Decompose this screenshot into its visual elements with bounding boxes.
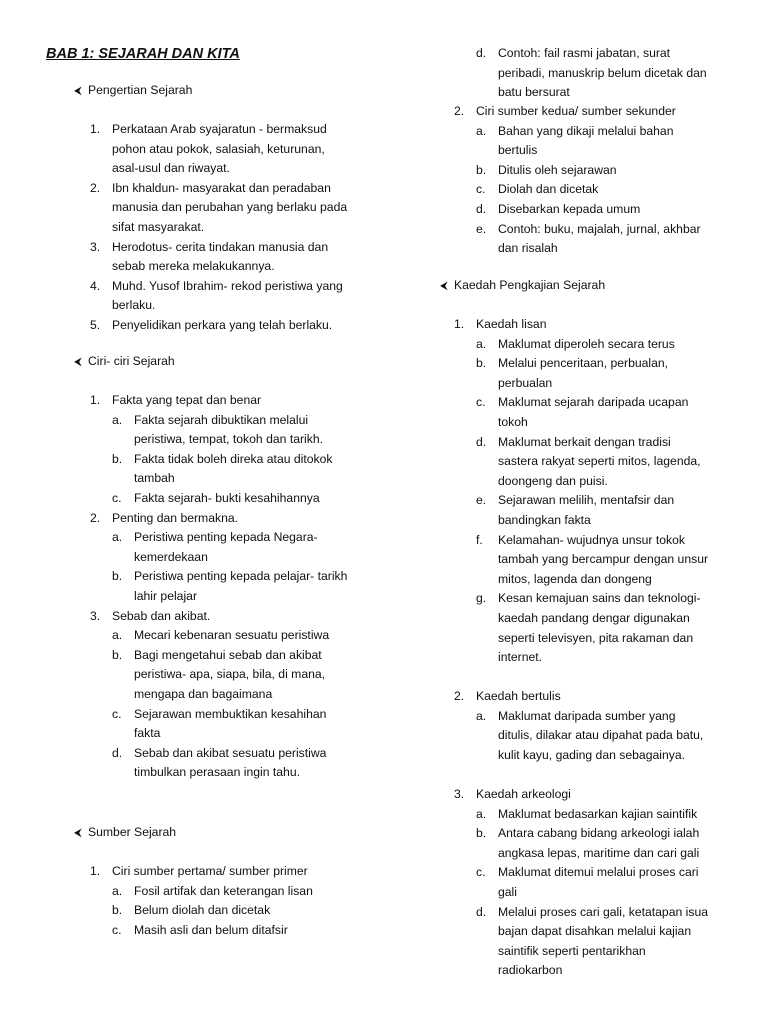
- list-item: [454, 785, 730, 981]
- sub-list-item: [112, 626, 390, 646]
- item-text-line: ditulis, dilakar atau dipahat pada batu,: [498, 728, 704, 743]
- list-number: g.: [476, 591, 487, 606]
- list-number: a.: [476, 336, 487, 351]
- item-text-line: mitos, lagenda dan dongeng: [498, 571, 652, 586]
- arrow-bullet-icon: ⮜: [74, 827, 82, 839]
- item-text-line: Maklumat bedasarkan kajian saintifik: [498, 806, 698, 821]
- list-number: 1.: [90, 393, 101, 407]
- list-number: 2.: [90, 180, 101, 195]
- list-number: 3.: [90, 239, 101, 254]
- item-text-line: Bagi mengetahui sebab dan akibat: [134, 647, 322, 662]
- list-item: [90, 862, 390, 940]
- list-number: 2.: [454, 689, 465, 704]
- item-text-line: Fakta sejarah dibuktikan melalui: [134, 412, 309, 427]
- sub-list-item: [112, 901, 390, 921]
- item-text-line: Sejarawan melilih, mentafsir dan: [498, 493, 675, 508]
- sub-list-item: [476, 44, 730, 103]
- list-number: a.: [476, 708, 487, 723]
- list-item: [454, 315, 730, 668]
- sub-list-item: [476, 354, 730, 393]
- list-number: a.: [476, 806, 487, 821]
- list-number: e.: [476, 493, 487, 508]
- list-number: d.: [112, 745, 123, 760]
- item-text-line: Maklumat ditemui melalui proses cari: [498, 865, 699, 880]
- item-text-line: Maklumat berkait dengan tradisi: [498, 434, 671, 449]
- item-text-line: Kaedah arkeologi: [476, 787, 571, 802]
- list-number: 2.: [454, 104, 465, 118]
- item-text-line: Melalui penceritaan, perbualan,: [498, 356, 669, 371]
- sub-list-item: [476, 903, 730, 981]
- arrow-bullet-icon: ⮜: [74, 356, 82, 368]
- list-gap: [454, 668, 730, 688]
- list-number: 1.: [454, 317, 465, 331]
- list-item: [454, 102, 730, 259]
- list-number: c.: [476, 182, 486, 197]
- section-list: [90, 862, 390, 940]
- sub-list-item: [112, 646, 390, 705]
- item-text-line: Fosil artifak dan keterangan lisan: [134, 883, 313, 898]
- list-number: b.: [112, 451, 123, 466]
- item-text-line: Melalui proses cari gali, ketatapan isua: [498, 904, 709, 919]
- item-text-line: Antara cabang bidang arkeologi ialah: [498, 826, 700, 841]
- item-text-line: berlaku.: [112, 298, 156, 313]
- sub-list-item: [476, 531, 730, 590]
- sub-list-item: [476, 220, 730, 259]
- sub-list-item: [112, 567, 390, 606]
- section-heading-label: Kaedah Pengkajian Sejarah: [454, 278, 606, 292]
- sub-list: [112, 882, 390, 941]
- item-text-line: peristiwa- apa, siapa, bila, di mana,: [134, 667, 326, 682]
- section-heading-ciri: [74, 352, 175, 373]
- list-number: a.: [112, 628, 123, 643]
- item-text-line: gali: [498, 885, 517, 900]
- item-text-line: fakta: [134, 726, 161, 741]
- item-text-line: Mecari kebenaran sesuatu peristiwa: [134, 628, 330, 643]
- sub-list-item: [112, 489, 390, 509]
- continued-sublist: [476, 44, 730, 103]
- list-item: [90, 179, 390, 238]
- item-text-line: bertulis: [498, 143, 538, 158]
- sub-list-item: [476, 805, 730, 825]
- item-text-line: sastera rakyat seperti mitos, lagenda,: [498, 454, 701, 469]
- item-text-line: Maklumat diperoleh secara terus: [498, 336, 675, 351]
- item-text-line: angkasa lepas, maritime dan cari gali: [498, 845, 700, 860]
- sub-list: [112, 528, 390, 606]
- list-number: b.: [112, 647, 123, 662]
- sub-list-item: [112, 921, 390, 941]
- list-number: a.: [112, 530, 123, 545]
- item-text-line: mengapa dan bagaimana: [134, 686, 273, 701]
- item-text-line: Contoh: fail rasmi jabatan, surat: [498, 46, 671, 60]
- sub-list-item: [476, 161, 730, 181]
- item-text-line: Maklumat daripada sumber yang: [498, 708, 676, 723]
- item-text-line: Contoh: buku, majalah, jurnal, akhbar: [498, 221, 701, 236]
- item-text-line: Diolah dan dicetak: [498, 182, 599, 197]
- list-number: a.: [112, 412, 123, 427]
- section-heading-label: Ciri- ciri Sejarah: [88, 354, 175, 368]
- item-text-line: Peristiwa penting kepada Negara-: [134, 530, 318, 545]
- list-item: [90, 238, 390, 277]
- sub-list-item: [476, 433, 730, 492]
- section-heading-kaedah: [440, 276, 605, 297]
- arrow-bullet-icon: ⮜: [74, 85, 82, 97]
- section-heading-sumber: [74, 823, 176, 844]
- sub-list: [476, 122, 730, 259]
- item-text-line: peristiwa, tempat, tokoh dan tarikh.: [134, 432, 324, 447]
- item-text-line: saintifik seperti pentarikhan: [498, 943, 646, 958]
- list-number: 3.: [454, 787, 465, 802]
- item-text-line: manusia dan perubahan yang berlaku pada: [112, 200, 348, 215]
- list-number: c.: [112, 706, 122, 721]
- item-text-line: lahir pelajar: [134, 588, 198, 603]
- item-text-line: tokoh: [498, 414, 528, 429]
- list-number: a.: [112, 883, 123, 898]
- item-text-line: Kesan kemajuan sains dan teknologi-: [498, 591, 701, 606]
- list-number: d.: [476, 46, 487, 60]
- item-text-line: sebab mereka melakukannya.: [112, 259, 275, 274]
- list-number: c.: [112, 490, 122, 505]
- section-list: [454, 102, 730, 259]
- item-text-line: Ciri sumber kedua/ sumber sekunder: [476, 104, 676, 118]
- item-text-line: Masih asli dan belum ditafsir: [134, 922, 288, 937]
- sub-list-item: [476, 707, 730, 766]
- item-text-line: bajan dapat disahkan melalui kajian: [498, 924, 692, 939]
- item-text-line: Maklumat sejarah daripada ucapan: [498, 395, 689, 410]
- item-text-line: perbualan: [498, 375, 553, 390]
- item-text-line: bandingkan fakta: [498, 512, 591, 527]
- item-text-line: internet.: [498, 650, 543, 665]
- list-number: 1.: [90, 122, 101, 136]
- sub-list-item: [476, 824, 730, 863]
- section-heading-label: Pengertian Sejarah: [88, 83, 193, 97]
- item-text-line: seperti televisyen, pita rakaman dan: [498, 630, 694, 645]
- list-number: 3.: [90, 608, 101, 623]
- list-item: [90, 509, 390, 607]
- section-list: [454, 315, 730, 981]
- item-text-line: Fakta tidak boleh direka atau ditokok: [134, 451, 333, 466]
- sub-list-item: [476, 491, 730, 530]
- item-text-line: radiokarbon: [498, 963, 563, 978]
- list-number: d.: [476, 434, 487, 449]
- sub-list: [112, 626, 390, 783]
- list-number: 2.: [90, 510, 101, 525]
- item-text-line: Sebab dan akibat.: [112, 608, 211, 623]
- item-text-line: Ibn khaldun- masyarakat dan peradaban: [112, 180, 331, 195]
- item-text-line: doongeng dan puisi.: [498, 473, 608, 488]
- sub-list-item: [112, 882, 390, 902]
- list-item: [454, 687, 730, 765]
- item-text-line: Penting dan bermakna.: [112, 510, 239, 525]
- sub-list-item: [476, 863, 730, 902]
- sub-list-item: [476, 393, 730, 432]
- item-text-line: Disebarkan kepada umum: [498, 201, 641, 216]
- sub-list: [476, 805, 730, 981]
- item-text-line: kulit kayu, gading dan sebagainya.: [498, 747, 686, 762]
- list-number: d.: [476, 201, 487, 216]
- item-text-line: Fakta sejarah- bukti kesahihannya: [134, 490, 320, 505]
- item-text-line: Fakta yang tepat dan benar: [112, 393, 262, 407]
- list-item: [90, 316, 390, 336]
- item-text-line: batu bersurat: [498, 85, 570, 100]
- item-text-line: dan risalah: [498, 241, 558, 256]
- sub-list-item: [476, 335, 730, 355]
- section-heading-pengertian: [74, 81, 192, 102]
- sub-list-item: [476, 122, 730, 161]
- list-number: c.: [476, 395, 486, 410]
- page-title: BAB 1: SEJARAH DAN KITA: [46, 46, 240, 62]
- item-text-line: Herodotus- cerita tindakan manusia dan: [112, 239, 329, 254]
- item-text-line: Bahan yang dikaji melalui bahan: [498, 123, 674, 138]
- list-item: [90, 277, 390, 316]
- item-text-line: Sejarawan membuktikan kesahihan: [134, 706, 327, 721]
- list-number: b.: [112, 903, 123, 918]
- item-text-line: Perkataan Arab syajaratun - bermaksud: [112, 122, 327, 136]
- item-text-line: Peristiwa penting kepada pelajar- tarikh: [134, 569, 348, 584]
- list-number: b.: [476, 826, 487, 841]
- item-text-line: asal-usul dan riwayat.: [112, 161, 230, 176]
- list-item: [90, 391, 390, 509]
- list-gap: [454, 766, 730, 786]
- arrow-bullet-icon: ⮜: [440, 280, 448, 292]
- list-item: [90, 120, 390, 179]
- item-text-line: timbulkan perasaan ingin tahu.: [134, 765, 300, 780]
- item-text-line: sifat masyarakat.: [112, 219, 205, 234]
- list-number: c.: [112, 922, 122, 937]
- sub-list-item: [112, 705, 390, 744]
- item-text-line: Penyelidikan perkara yang telah berlaku.: [112, 317, 333, 332]
- item-text-line: Ciri sumber pertama/ sumber primer: [112, 864, 308, 878]
- sub-list-item: [476, 589, 730, 667]
- list-item: [90, 607, 390, 783]
- sub-list-item: [112, 450, 390, 489]
- item-text-line: Ditulis oleh sejarawan: [498, 162, 617, 177]
- item-text-line: kemerdekaan: [134, 549, 208, 564]
- sub-list-item: [112, 411, 390, 450]
- sub-list: [476, 707, 730, 766]
- sub-list-item: [476, 180, 730, 200]
- item-text-line: tambah yang bercampur dengan unsur: [498, 552, 709, 567]
- section-list: [90, 120, 390, 336]
- list-number: 1.: [90, 864, 101, 878]
- item-text-line: Kelamahan- wujudnya unsur tokok: [498, 532, 685, 547]
- item-text-line: Kaedah bertulis: [476, 689, 561, 704]
- sub-list-item: [112, 744, 390, 783]
- sub-list: [476, 335, 730, 668]
- section-heading-label: Sumber Sejarah: [88, 825, 177, 839]
- sub-list: [112, 411, 390, 509]
- item-text-line: pohon atau pokok, salasiah, keturunan,: [112, 141, 325, 156]
- item-text-line: Sebab dan akibat sesuatu peristiwa: [134, 745, 327, 760]
- list-number: c.: [476, 865, 486, 880]
- item-text-line: Muhd. Yusof Ibrahim- rekod peristiwa yang: [112, 278, 343, 293]
- list-number: e.: [476, 221, 487, 236]
- list-number: 5.: [90, 317, 101, 332]
- item-text-line: Belum diolah dan dicetak: [134, 903, 271, 918]
- list-number: f.: [476, 532, 483, 547]
- section-list: [90, 391, 390, 783]
- list-number: d.: [476, 904, 487, 919]
- list-number: b.: [476, 356, 487, 371]
- item-text-line: tambah: [134, 471, 175, 486]
- item-text-line: kaedah pandang dengar digunakan: [498, 610, 690, 625]
- list-number: 4.: [90, 278, 101, 293]
- sub-list-item: [112, 528, 390, 567]
- list-number: a.: [476, 123, 487, 138]
- list-number: b.: [112, 569, 123, 584]
- item-text-line: peribadi, manuskrip belum dicetak dan: [498, 65, 707, 80]
- item-text-line: Kaedah lisan: [476, 317, 547, 331]
- list-number: b.: [476, 162, 487, 177]
- sub-list-item: [476, 200, 730, 220]
